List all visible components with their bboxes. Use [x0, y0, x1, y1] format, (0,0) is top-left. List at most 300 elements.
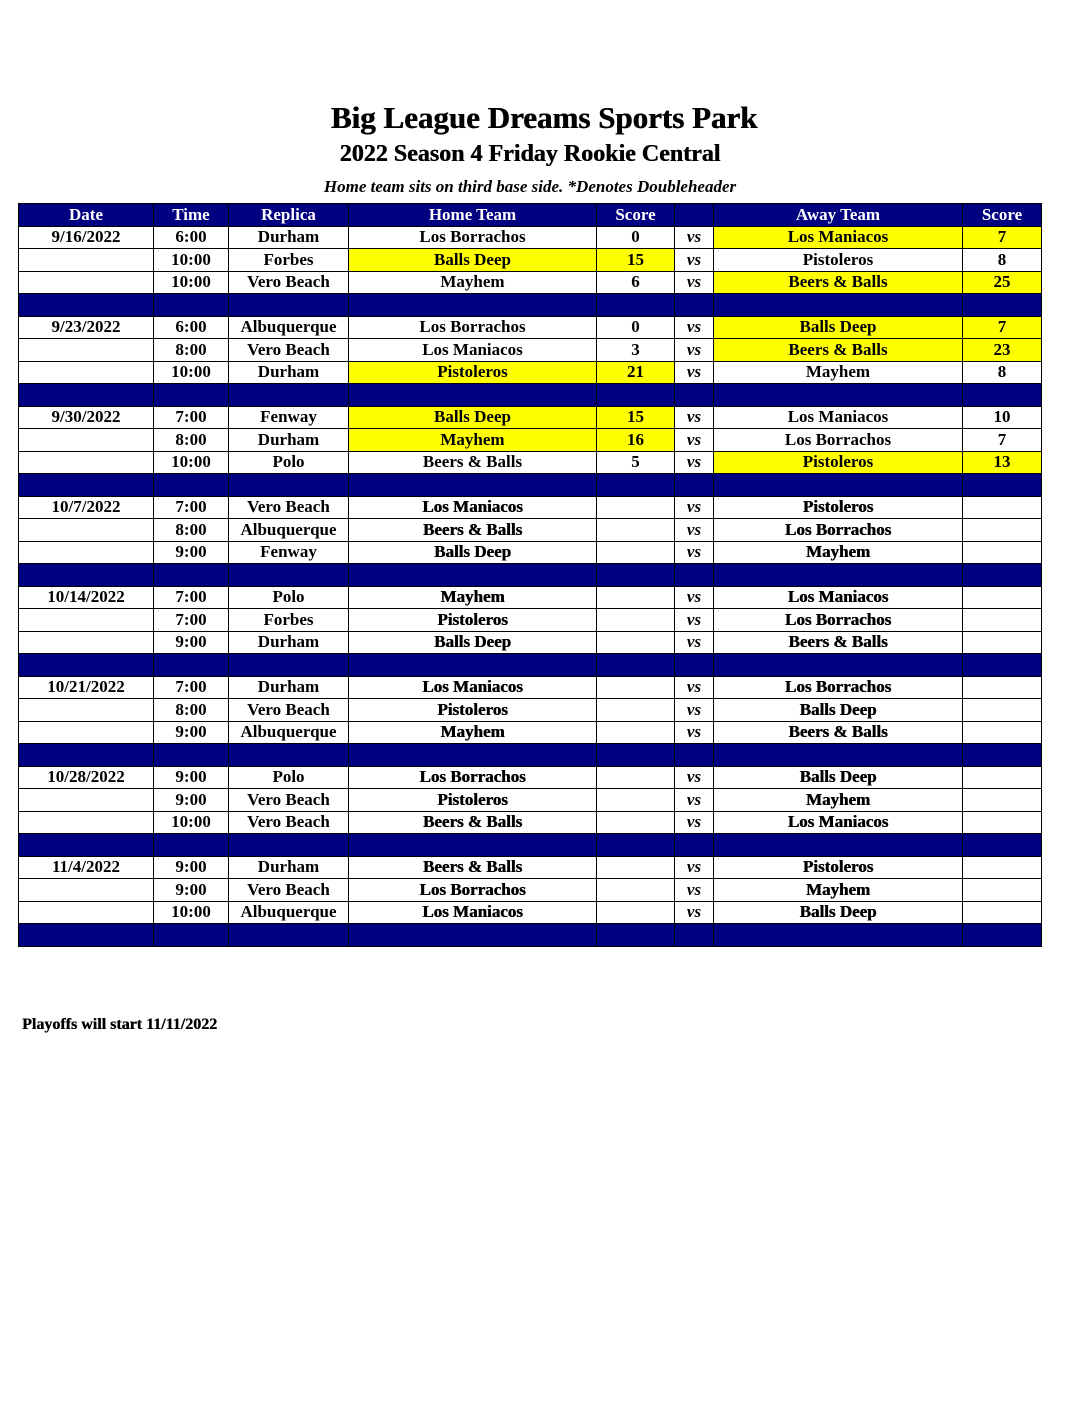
game-row	[19, 721, 1042, 744]
game-field: Durham	[229, 361, 349, 384]
game-row	[19, 586, 1042, 609]
game-time: 8:00	[154, 339, 229, 362]
away-score	[963, 586, 1042, 609]
game-date	[19, 271, 154, 294]
separator-cell	[597, 654, 675, 677]
separator-cell	[229, 474, 349, 497]
game-field: Polo	[229, 766, 349, 789]
vs-label: vs	[675, 226, 714, 249]
week-separator	[19, 384, 1042, 407]
game-field: Vero Beach	[229, 496, 349, 519]
away-team: Beers & Balls	[714, 631, 963, 654]
game-date: 9/30/2022	[19, 406, 154, 429]
game-field: Vero Beach	[229, 789, 349, 812]
game-field: Forbes	[229, 249, 349, 272]
separator-cell	[19, 744, 154, 767]
game-row	[19, 226, 1042, 249]
home-score	[597, 676, 675, 699]
away-team: Mayhem	[714, 361, 963, 384]
game-row	[19, 766, 1042, 789]
away-score: 8	[963, 249, 1042, 272]
col-away-team: Away Team	[714, 204, 963, 227]
home-team: Balls Deep	[349, 541, 597, 564]
separator-cell	[19, 474, 154, 497]
separator-cell	[714, 384, 963, 407]
vs-label: vs	[675, 789, 714, 812]
game-field: Albuquerque	[229, 901, 349, 924]
home-team: Los Maniacos	[349, 676, 597, 699]
away-team: Mayhem	[714, 541, 963, 564]
away-team: Pistoleros	[714, 249, 963, 272]
away-score	[963, 879, 1042, 902]
game-row	[19, 496, 1042, 519]
vs-label: vs	[675, 811, 714, 834]
game-field: Vero Beach	[229, 271, 349, 294]
vs-label: vs	[675, 339, 714, 362]
week-separator	[19, 744, 1042, 767]
separator-cell	[597, 564, 675, 587]
vs-label: vs	[675, 361, 714, 384]
vs-label: vs	[675, 879, 714, 902]
game-field: Durham	[229, 631, 349, 654]
away-team: Los Maniacos	[714, 586, 963, 609]
game-row	[19, 339, 1042, 362]
home-team: Beers & Balls	[349, 451, 597, 474]
separator-cell	[349, 564, 597, 587]
game-date: 10/28/2022	[19, 766, 154, 789]
game-time: 9:00	[154, 789, 229, 812]
separator-cell	[229, 834, 349, 857]
game-row	[19, 609, 1042, 632]
game-time: 7:00	[154, 496, 229, 519]
col-home-team: Home Team	[349, 204, 597, 227]
separator-cell	[675, 834, 714, 857]
away-score	[963, 789, 1042, 812]
home-team: Mayhem	[349, 586, 597, 609]
game-row	[19, 429, 1042, 452]
separator-cell	[154, 654, 229, 677]
game-row	[19, 856, 1042, 879]
away-score	[963, 856, 1042, 879]
game-field: Albuquerque	[229, 519, 349, 542]
game-field: Vero Beach	[229, 339, 349, 362]
home-score: 5	[597, 451, 675, 474]
separator-cell	[19, 294, 154, 317]
separator-cell	[675, 744, 714, 767]
game-row	[19, 451, 1042, 474]
game-date: 11/4/2022	[19, 856, 154, 879]
vs-label: vs	[675, 676, 714, 699]
week-separator	[19, 294, 1042, 317]
away-score	[963, 519, 1042, 542]
away-team: Balls Deep	[714, 766, 963, 789]
home-team: Beers & Balls	[349, 811, 597, 834]
separator-cell	[349, 924, 597, 947]
game-time: 7:00	[154, 609, 229, 632]
home-team: Pistoleros	[349, 361, 597, 384]
home-score	[597, 631, 675, 654]
home-score	[597, 721, 675, 744]
game-time: 10:00	[154, 271, 229, 294]
home-score	[597, 766, 675, 789]
away-score: 13	[963, 451, 1042, 474]
home-team: Balls Deep	[349, 406, 597, 429]
game-time: 7:00	[154, 676, 229, 699]
away-score	[963, 766, 1042, 789]
home-team: Los Borrachos	[349, 316, 597, 339]
home-team-note: Home team sits on third base side. *Denotes Doubleheader	[323, 177, 737, 196]
game-time: 10:00	[154, 361, 229, 384]
col-away-score: Score	[963, 204, 1042, 227]
game-row	[19, 406, 1042, 429]
game-date: 9/23/2022	[19, 316, 154, 339]
game-field: Fenway	[229, 406, 349, 429]
away-score	[963, 676, 1042, 699]
away-team: Beers & Balls	[714, 339, 963, 362]
game-field: Polo	[229, 586, 349, 609]
home-score: 6	[597, 271, 675, 294]
vs-label: vs	[675, 609, 714, 632]
home-team: Mayhem	[349, 721, 597, 744]
col-vs	[675, 204, 714, 227]
game-time: 10:00	[154, 451, 229, 474]
game-date: 9/16/2022	[19, 226, 154, 249]
schedule-table	[18, 203, 1042, 947]
home-score: 16	[597, 429, 675, 452]
separator-cell	[229, 744, 349, 767]
away-score: 7	[963, 429, 1042, 452]
home-score: 15	[597, 406, 675, 429]
game-field: Forbes	[229, 609, 349, 632]
vs-label: vs	[675, 249, 714, 272]
game-date	[19, 901, 154, 924]
game-field: Albuquerque	[229, 316, 349, 339]
separator-cell	[349, 294, 597, 317]
game-time: 9:00	[154, 879, 229, 902]
home-score	[597, 811, 675, 834]
separator-cell	[675, 474, 714, 497]
separator-cell	[19, 384, 154, 407]
vs-label: vs	[675, 766, 714, 789]
home-team: Balls Deep	[349, 631, 597, 654]
game-time: 7:00	[154, 586, 229, 609]
away-score	[963, 811, 1042, 834]
home-team: Beers & Balls	[349, 519, 597, 542]
separator-cell	[349, 834, 597, 857]
away-score: 8	[963, 361, 1042, 384]
vs-label: vs	[675, 451, 714, 474]
away-score	[963, 496, 1042, 519]
game-time: 9:00	[154, 541, 229, 564]
separator-cell	[963, 924, 1042, 947]
separator-cell	[349, 384, 597, 407]
home-score	[597, 901, 675, 924]
separator-cell	[154, 924, 229, 947]
game-field: Polo	[229, 451, 349, 474]
away-team: Mayhem	[714, 879, 963, 902]
game-row	[19, 271, 1042, 294]
col-date: Date	[19, 204, 154, 227]
game-date: 10/21/2022	[19, 676, 154, 699]
game-row	[19, 316, 1042, 339]
separator-cell	[714, 654, 963, 677]
game-time: 10:00	[154, 901, 229, 924]
game-row	[19, 676, 1042, 699]
away-team: Balls Deep	[714, 316, 963, 339]
game-date	[19, 879, 154, 902]
separator-cell	[963, 294, 1042, 317]
home-team: Pistoleros	[349, 789, 597, 812]
header-row	[19, 204, 1042, 227]
away-team: Los Borrachos	[714, 676, 963, 699]
away-score: 25	[963, 271, 1042, 294]
separator-cell	[349, 654, 597, 677]
vs-label: vs	[675, 406, 714, 429]
separator-cell	[229, 384, 349, 407]
game-date	[19, 699, 154, 722]
separator-cell	[714, 924, 963, 947]
game-date	[19, 361, 154, 384]
vs-label: vs	[675, 699, 714, 722]
game-date	[19, 811, 154, 834]
game-field: Durham	[229, 226, 349, 249]
game-time: 9:00	[154, 631, 229, 654]
col-replica: Replica	[229, 204, 349, 227]
home-team: Los Maniacos	[349, 339, 597, 362]
game-row	[19, 811, 1042, 834]
separator-cell	[597, 384, 675, 407]
playoffs-note: Playoffs will start 11/11/2022	[22, 1016, 218, 1033]
week-separator	[19, 474, 1042, 497]
separator-cell	[714, 564, 963, 587]
separator-cell	[597, 834, 675, 857]
home-score: 15	[597, 249, 675, 272]
separator-cell	[229, 294, 349, 317]
game-date	[19, 789, 154, 812]
game-date: 10/7/2022	[19, 496, 154, 519]
game-time: 9:00	[154, 766, 229, 789]
away-score	[963, 541, 1042, 564]
game-row	[19, 901, 1042, 924]
home-team: Mayhem	[349, 271, 597, 294]
away-score: 7	[963, 316, 1042, 339]
vs-label: vs	[675, 519, 714, 542]
game-date	[19, 609, 154, 632]
separator-cell	[19, 564, 154, 587]
separator-cell	[714, 294, 963, 317]
vs-label: vs	[675, 541, 714, 564]
away-score: 10	[963, 406, 1042, 429]
vs-label: vs	[675, 856, 714, 879]
separator-cell	[714, 744, 963, 767]
separator-cell	[675, 564, 714, 587]
home-team: Los Borrachos	[349, 766, 597, 789]
game-date	[19, 249, 154, 272]
schedule-body	[19, 226, 1042, 946]
home-team: Mayhem	[349, 429, 597, 452]
separator-cell	[963, 564, 1042, 587]
home-score: 0	[597, 316, 675, 339]
game-time: 7:00	[154, 406, 229, 429]
separator-cell	[963, 744, 1042, 767]
home-score	[597, 609, 675, 632]
game-time: 6:00	[154, 316, 229, 339]
separator-cell	[675, 384, 714, 407]
season-subtitle: 2022 Season 4 Friday Rookie Central	[339, 141, 721, 167]
away-team: Beers & Balls	[714, 721, 963, 744]
away-score: 7	[963, 226, 1042, 249]
separator-cell	[229, 924, 349, 947]
game-row	[19, 541, 1042, 564]
away-team: Beers & Balls	[714, 271, 963, 294]
away-score: 23	[963, 339, 1042, 362]
home-score	[597, 879, 675, 902]
week-separator	[19, 924, 1042, 947]
game-row	[19, 789, 1042, 812]
game-field: Vero Beach	[229, 699, 349, 722]
vs-label: vs	[675, 271, 714, 294]
game-time: 8:00	[154, 519, 229, 542]
home-score	[597, 496, 675, 519]
col-time: Time	[154, 204, 229, 227]
away-score	[963, 901, 1042, 924]
week-separator	[19, 564, 1042, 587]
game-field: Fenway	[229, 541, 349, 564]
home-score: 3	[597, 339, 675, 362]
page-title: Big League Dreams Sports Park	[330, 100, 758, 135]
away-team: Los Borrachos	[714, 429, 963, 452]
away-team: Mayhem	[714, 789, 963, 812]
game-date	[19, 541, 154, 564]
home-team: Los Maniacos	[349, 901, 597, 924]
game-field: Durham	[229, 429, 349, 452]
separator-cell	[714, 474, 963, 497]
separator-cell	[714, 834, 963, 857]
game-field: Vero Beach	[229, 879, 349, 902]
separator-cell	[963, 654, 1042, 677]
game-time: 10:00	[154, 249, 229, 272]
separator-cell	[349, 474, 597, 497]
separator-cell	[154, 834, 229, 857]
separator-cell	[675, 654, 714, 677]
home-score	[597, 541, 675, 564]
away-team: Los Maniacos	[714, 226, 963, 249]
game-date	[19, 339, 154, 362]
away-team: Balls Deep	[714, 901, 963, 924]
separator-cell	[154, 564, 229, 587]
col-home-score: Score	[597, 204, 675, 227]
home-score	[597, 586, 675, 609]
separator-cell	[349, 744, 597, 767]
vs-label: vs	[675, 901, 714, 924]
home-team: Pistoleros	[349, 609, 597, 632]
vs-label: vs	[675, 631, 714, 654]
game-time: 10:00	[154, 811, 229, 834]
separator-cell	[963, 384, 1042, 407]
away-score	[963, 631, 1042, 654]
game-row	[19, 361, 1042, 384]
game-date	[19, 451, 154, 474]
separator-cell	[154, 474, 229, 497]
separator-cell	[597, 294, 675, 317]
separator-cell	[229, 564, 349, 587]
game-date	[19, 519, 154, 542]
vs-label: vs	[675, 721, 714, 744]
away-team: Los Borrachos	[714, 609, 963, 632]
game-date	[19, 721, 154, 744]
separator-cell	[675, 294, 714, 317]
away-score	[963, 721, 1042, 744]
game-row	[19, 249, 1042, 272]
away-team: Pistoleros	[714, 856, 963, 879]
game-field: Durham	[229, 856, 349, 879]
away-score	[963, 699, 1042, 722]
vs-label: vs	[675, 496, 714, 519]
game-row	[19, 631, 1042, 654]
game-date	[19, 429, 154, 452]
away-team: Balls Deep	[714, 699, 963, 722]
game-time: 9:00	[154, 721, 229, 744]
home-score	[597, 856, 675, 879]
vs-label: vs	[675, 429, 714, 452]
vs-label: vs	[675, 586, 714, 609]
separator-cell	[963, 834, 1042, 857]
game-field: Albuquerque	[229, 721, 349, 744]
separator-cell	[229, 654, 349, 677]
week-separator	[19, 834, 1042, 857]
home-score	[597, 699, 675, 722]
vs-label: vs	[675, 316, 714, 339]
away-team: Los Borrachos	[714, 519, 963, 542]
game-field: Durham	[229, 676, 349, 699]
separator-cell	[597, 924, 675, 947]
separator-cell	[19, 924, 154, 947]
home-team: Los Maniacos	[349, 496, 597, 519]
separator-cell	[154, 384, 229, 407]
separator-cell	[154, 294, 229, 317]
game-time: 6:00	[154, 226, 229, 249]
week-separator	[19, 654, 1042, 677]
home-team: Los Borrachos	[349, 879, 597, 902]
game-row	[19, 699, 1042, 722]
away-team: Pistoleros	[714, 451, 963, 474]
game-time: 8:00	[154, 699, 229, 722]
game-field: Vero Beach	[229, 811, 349, 834]
away-team: Los Maniacos	[714, 406, 963, 429]
home-team: Los Borrachos	[349, 226, 597, 249]
home-score	[597, 519, 675, 542]
separator-cell	[597, 474, 675, 497]
separator-cell	[963, 474, 1042, 497]
away-team: Los Maniacos	[714, 811, 963, 834]
home-team: Beers & Balls	[349, 856, 597, 879]
game-time: 8:00	[154, 429, 229, 452]
game-date	[19, 631, 154, 654]
home-score: 0	[597, 226, 675, 249]
home-score: 21	[597, 361, 675, 384]
game-date: 10/14/2022	[19, 586, 154, 609]
home-team: Balls Deep	[349, 249, 597, 272]
separator-cell	[597, 744, 675, 767]
separator-cell	[675, 924, 714, 947]
game-time: 9:00	[154, 856, 229, 879]
away-score	[963, 609, 1042, 632]
separator-cell	[19, 654, 154, 677]
away-team: Pistoleros	[714, 496, 963, 519]
game-row	[19, 879, 1042, 902]
home-score	[597, 789, 675, 812]
separator-cell	[19, 834, 154, 857]
